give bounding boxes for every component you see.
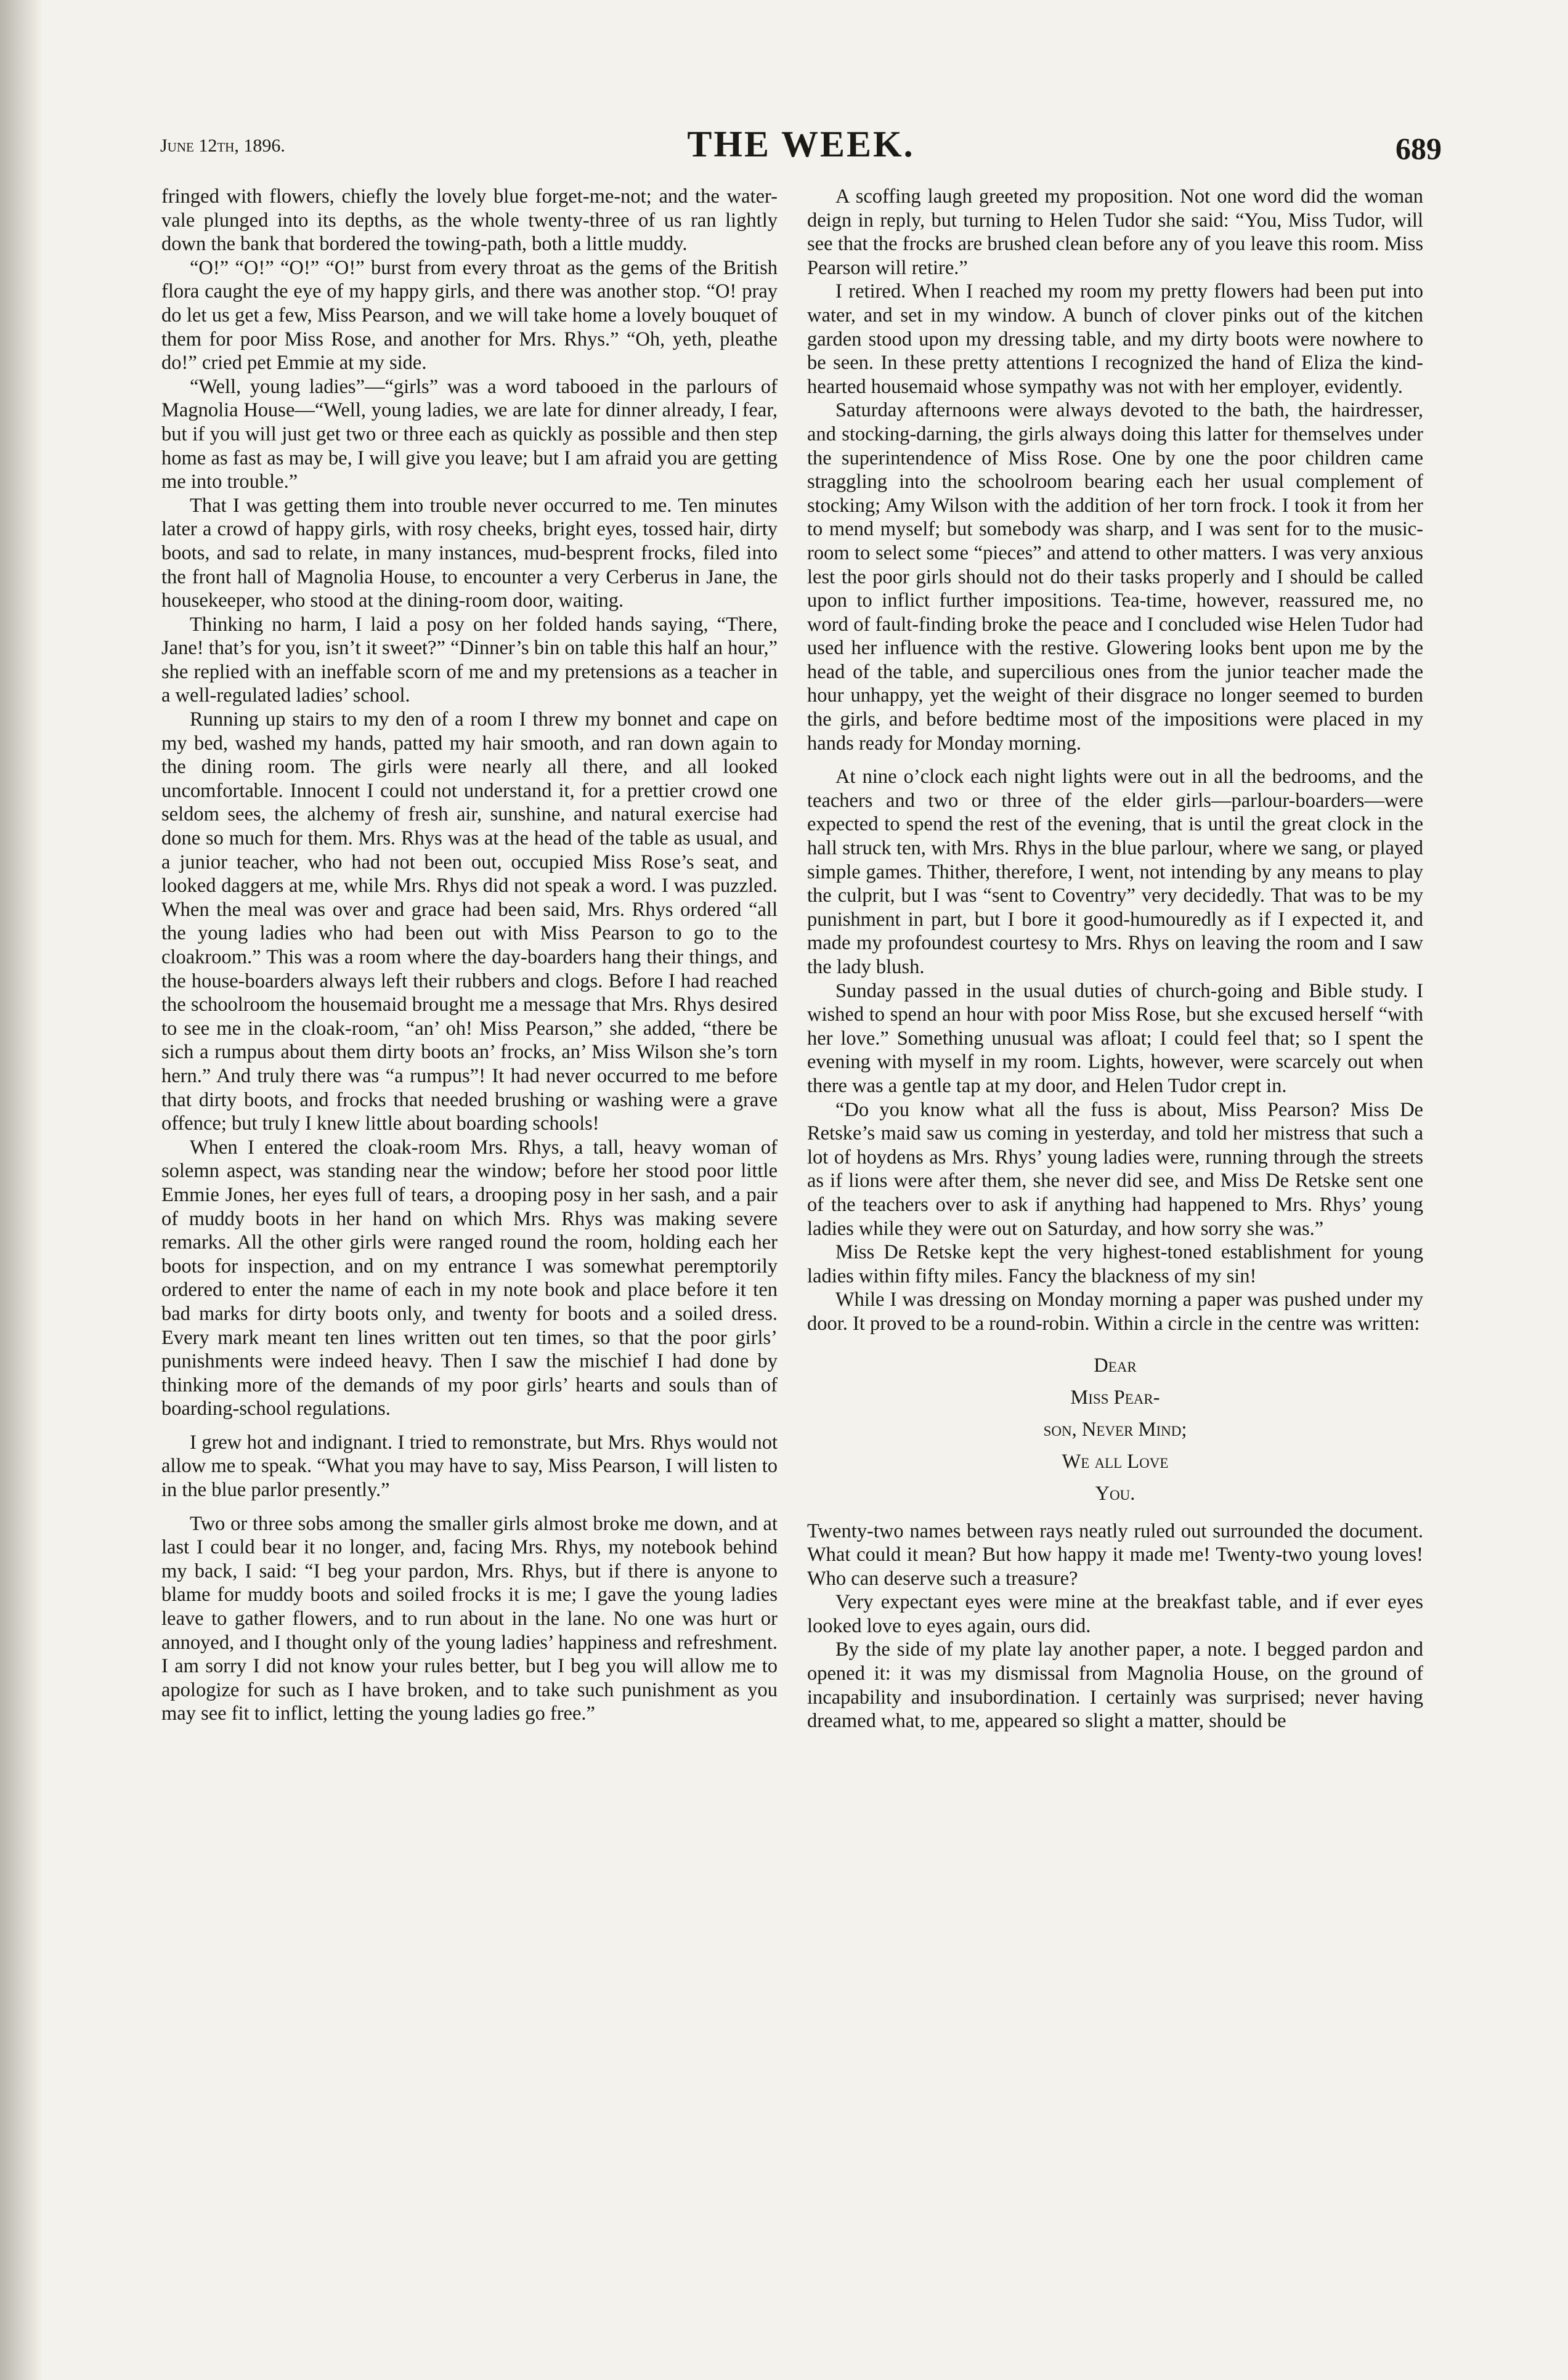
paragraph: Thinking no harm, I laid a posy on her folded hands saying, “There, Jane! that’s for you, isn’t it sweet?” “Dinner’s bin on table this half an hour,” she replied with an ineffable scorn of me and my pretensions as a teacher in a well-regulated ladies’ school. [161, 613, 778, 707]
issue-date: June 12th, 1896. [160, 136, 285, 156]
paragraph: “O!” “O!” “O!” “O!” burst from every throat as the gems of the British flora caught the eye of my happy girls, and there was another stop. “O! pray do let us get a few, Miss Pearson, and we will take home a lovely bouquet of them for poor Miss Rose, and another for Mrs. Rhys.” “Oh, yeth, pleathe do!” cried pet Emmie at my side. [161, 256, 778, 374]
paragraph: fringed with flowers, chiefly the lovely blue forget-me-not; and the water-vale plunged into its depths, as the whole twenty-three of us ran lightly down the bank that bordered the towing-path, both a little muddy. [161, 185, 778, 256]
round-robin-line: You. [1095, 1482, 1135, 1505]
paragraph: “Well, young ladies”—“girls” was a word tabooed in the parlours of Magnolia House—“Well, young ladies, we are late for dinner already, I fear, but if you will just get two or three each as quickly as possible and then step home as fast as may be, I will give you leave; but I am afraid you are getting me into trouble.” [161, 375, 778, 493]
round-robin-line: We all Love [1062, 1450, 1169, 1473]
paragraph: A scoffing laugh greeted my proposition. Not one word did the woman deign in reply, but turning to Helen Tudor she said: “You, Miss Tudor, will see that the frocks are brushed clean before any of you leave this room. Miss Pearson will retire.” [807, 185, 1423, 279]
paragraph: While I was dressing on Monday morning a paper was pushed under my door. It proved to be a round-robin. Within a circle in the centre was written: [807, 1289, 1423, 1335]
paragraph: Very expectant eyes were mine at the breakfast table, and if ever eyes looked love to eyes again, ours did. [807, 1591, 1423, 1637]
paragraph: Twenty-two names between rays neatly ruled out surrounded the document. What could it mean? But how happy it made me! Twenty-two young loves! Who can deserve such a treasure? [807, 1520, 1423, 1590]
right-column [807, 185, 1423, 2291]
left-column [161, 185, 778, 2291]
round-robin-text [807, 1350, 1423, 1510]
paragraph: Two or three sobs among the smaller girls almost broke me down, and at last I could bear it no longer, and, facing Mrs. Rhys, my notebook behind my back, I said: “I beg your pardon, Mrs. Rhys, but if there is anyone to blame for muddy boots and soiled frocks it is me; I gave the young ladies leave to gather flowers, and to run about in the lane. No one was hurt or annoyed, and I thought only of the young ladies’ happiness and refreshment. I am sorry I did not know your rules better, but I beg you will allow me to apologize for such as I have broken, and to take such punishment as you may see fit to inflict, letting the young ladies go free.” [161, 1512, 778, 1725]
paragraph: Sunday passed in the usual duties of church-going and Bible study. I wished to spend an hour with poor Miss Rose, but she excused herself “with her love.” Something unusual was afloat; I could feel that; so I spent the evening with myself in my room. Lights, however, were scarcely out when there was a gentle tap at my door, and Helen Tudor crept in. [807, 979, 1423, 1097]
paragraph: I grew hot and indignant. I tried to remonstrate, but Mrs. Rhys would not allow me to speak. “What you may have to say, Miss Pearson, I will listen to in the blue parlor presently.” [161, 1431, 778, 1502]
paragraph: When I entered the cloak-room Mrs. Rhys, a tall, heavy woman of solemn aspect, was standing near the window; before her stood poor little Emmie Jones, her eyes full of tears, a drooping posy in her sash, and a pair of muddy boots in her hand on which Mrs. Rhys was making severe remarks. All the other girls were ranged round the room, holding each her boots for inspection, and on my entrance I was somewhat peremptorily ordered to enter the name of each in my note book and place before it ten bad marks for dirty boots only, and twenty for boots and a soiled dress. Every mark meant ten lines written out ten times, so that the poor girls’ punishments were indeed heavy. Then I saw the mischief I had done by thinking more of the demands of my poor girls’ hearts and souls than of boarding-school regulations. [161, 1136, 778, 1420]
round-robin-line: son, Never Mind; [1043, 1418, 1187, 1441]
paragraph: Running up stairs to my den of a room I threw my bonnet and cape on my bed, washed my hands, patted my hair smooth, and ran down again to the dining room. The girls were nearly all there, and all looked uncomfortable. Innocent I could not understand it, for a prettier crowd one seldom sees, the alchemy of fresh air, sunshine, and natural exercise had done so much for them. Mrs. Rhys was at the head of the table as usual, and a junior teacher, who had not been out, occupied Miss Rose’s seat, and looked daggers at me, while Mrs. Rhys did not speak a word. I was puzzled. When the meal was over and grace had been said, Mrs. Rhys ordered “all the young ladies who had been out with Miss Pearson to go to the cloakroom.” This was a room where the day-boarders hang their things, and the house-boarders always left their rubbers and clogs. Before I had reached the schoolroom the housemaid brought me a message that Mrs. Rhys desired to see me in the cloak-room, “an’ oh! Miss Pearson,” she added, “there be sich a rumpus about them dirty boots an’ frocks, an’ Miss Wilson she’s torn hern.” And truly there was “a rumpus”! It had never occurred to me before that dirty boots, and frocks that needed brushing or washing were a grave offence; but truly I knew little about boarding schools! [161, 708, 778, 1135]
paragraph: I retired. When I reached my room my pretty flowers had been put into water, and set in my window. A bunch of clover pinks out of the kitchen garden stood upon my dressing table, and my dirty boots were nowhere to be seen. In these pretty attentions I recognized the hand of Eliza the kind-hearted housemaid whose sympathy was not with her employer, evidently. [807, 280, 1423, 398]
paragraph: By the side of my plate lay another paper, a note. I begged pardon and opened it: it was my dismissal from Magnolia House, on the ground of incapability and insubordination. I certainly was surprised; never having dreamed what, to me, appeared so slight a matter, should be [807, 1638, 1423, 1733]
paragraph: Saturday afternoons were always devoted to the bath, the hairdresser, and stocking-darning, the girls always doing this latter for themselves under the superintendence of Miss Rose. One by one the poor children came straggling into the schoolroom bearing each her usual complement of stocking; Amy Wilson with the addition of her torn frock. I took it from her to mend myself; but somebody was sharp, and I was sent for to the music-room to select some “pieces” and attend to other matters. I was very anxious lest the poor girls should not do their tasks properly and I should be called upon to inflict further impositions. Tea-time, however, reassured me, no word of fault-finding broke the peace and I concluded wise Helen Tudor had used her influence with the restive. Glowering looks bent upon me by the head of the table, and supercilious ones from the junior teacher made the hour unhappy, yet the weight of their disgrace no longer seemed to burden the girls, and before bedtime most of the impositions were placed in my hands ready for Monday morning. [807, 399, 1423, 755]
round-robin-line: Dear [1094, 1354, 1137, 1377]
paragraph: “Do you know what all the fuss is about, Miss Pearson? Miss De Retske’s maid saw us coming in yesterday, and told her mistress that such a lot of hoydens as Mrs. Rhys’ young ladies were, running through the streets as if lions were after them, she never did see, and Miss De Retske sent one of the teachers over to ask if anything had happened to Mrs. Rhys’ young ladies while they were out on Saturday, and how sorry she was.” [807, 1098, 1423, 1240]
paragraph: Miss De Retske kept the very highest-toned establishment for young ladies within fifty miles. Fancy the blackness of my sin! [807, 1241, 1423, 1287]
round-robin-line: Miss Pear- [1070, 1386, 1160, 1409]
paragraph: That I was getting them into trouble never occurred to me. Ten minutes later a crowd of happy girls, with rosy cheeks, bright eyes, tossed hair, dirty boots, and sad to relate, in many instances, mud-besprent frocks, filed into the front hall of Magnolia House, to encounter a very Cerberus in Jane, the housekeeper, who stood at the dining-room door, waiting. [161, 494, 778, 612]
publication-title: THE WEEK. [687, 124, 915, 164]
page-binding-shadow [0, 0, 43, 2380]
page-header [160, 123, 1442, 179]
page-number: 689 [1395, 131, 1442, 166]
paragraph: At nine o’clock each night lights were out in all the bedrooms, and the teachers and two or three of the elder girls—parlour-boarders—were expected to spend the rest of the evening, that is until the great clock in the hall struck ten, with Mrs. Rhys in the blue parlour, where we sang, or played simple games. Thither, therefore, I went, not intending by any means to play the culprit, but I was “sent to Coventry” very decidedly. That was to be my punishment in part, but I bore it good-humouredly as if I expected it, and made my profoundest courtesy to Mrs. Rhys on leaving the room and I saw the lady blush. [807, 766, 1423, 978]
